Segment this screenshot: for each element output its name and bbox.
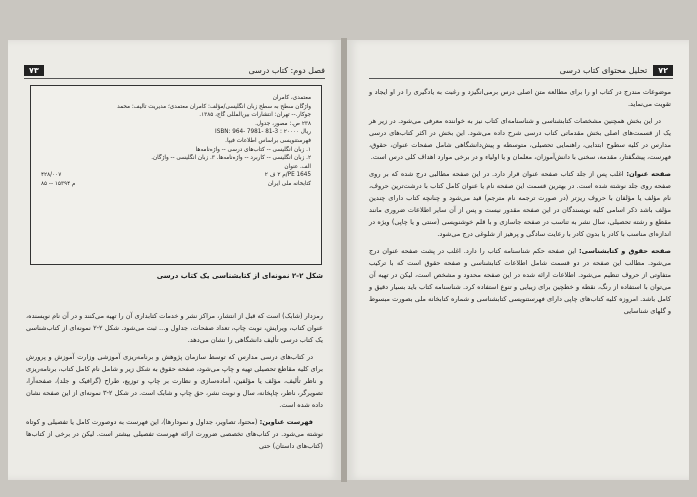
catalog-line: الف. عنوان [284,163,311,170]
paragraph: موضوعات مندرج در کتاب او را برای مطالعه متن اصلی درس برمی‌انگیزد و رغبت به یادگیری را در او ایجاد و تقویت می‌نماید. [369,88,671,108]
paragraph: در کتاب‌های درسی مدارس که توسط سازمان پژوهش و برنامه‌ریزی آموزشی وزارت آموزش و پرورش برای کلیه مقاطع تحصیلی تهیه و چاپ می‌شود، صفحه حقوق به شکل زیر و شامل نام کامل کتاب، برنامه‌ریزی و ناظر تألیف، مؤلف یا مؤلفین، آماده‌سازی و نظارت بر چاپ و توزیع، طراح (گرافیک و جلد)، صفحه‌آرا، تصویرگر، ناظر، چاپخانه، سال و نوبت نشر، حق چاپ و شابک است. در شکل ۲-۳ نمونه‌ای از این صفحه نشان داده شده است. [26,353,323,409]
toc-text: (محتوا، تصاویر، جداول و نمودارها)، این فهرست به دوصورت کامل یا تفصیلی و کوتاه نوشته می‌شود. در کتاب‌های تخصصی ضرورت ارائه فهرست تفصیلی بیشتر است. لیکن در برخی از کتاب‌ها (کتاب‌های داستان) حتی [26,418,323,450]
catalog-line: جوکار.-- تهران: انتشارات بین‌المللی گاج، ۱۳۸۵. [199,112,311,119]
catalog-line: ۲۳۸ ص.: مصور، جدول. [255,120,311,127]
catalog-line: ISBN: 964- 7981- 81-3 : ۲۰۰۰۰ ریال [215,129,311,136]
title-page-text: اغلب پس از جلد کتاب صفحه عنوان قرار دارد. در این صفحه مطالبی درج شده که بر روی صفحه روی جلد نوشته شده است. در بهترین قسمت این صفحه نام یا عنوان کامل کتاب با درشت‌ترین حروف، نام مؤلف یا مؤلفان با حروف ریزتر (در صورت ترجمه نام مترجم) قید می‌شود و چنانچه کتاب دارای چندین مؤلف باشد ذکر اسامی کلیه نویسندگان در این صفحه مقدور نیست و پس از آن سایر اطلاعات ضروری مانند مقطع و رشته تحصیلی، سال نشر به تناسب در صفحه جاسازی و با قلم خوشنویسی (سنتی و یا چاپی) ویژه در اندازه‌ای مناسب با کادر یا بدون کادر با رعایت سادگی و پرهیز از شلوغی درج می‌شود. [369,170,671,238]
title-page-term: صفحه عنوان: [626,170,671,178]
right-page-header [369,62,673,79]
catalog-classification-row [41,171,311,180]
paragraph: رمزدار (شابک) است که قبل از انتشار، مراکز نشر و خدمات کتابداری آن را تهیه می‌کنند و در آن نام نویسنده، عنوان کتاب، ویرایش، نوبت چاپ، تعداد صفحات، جداول و... ثبت می‌شود. شکل ۲-۲ نمونه‌ای از کتاب‌شناسی یک کتاب درسی تألیف دانشگاهی را نشان می‌دهد. [26,312,323,344]
catalog-library: کتابخانه ملی ایران [267,180,311,187]
catalog-card [30,85,322,265]
left-page-header [24,62,325,79]
catalog-line: واژگان سطح به سطح زبان انگلیسی/مؤلف: کامران معتمدی؛ مدیریت تألیف: محمد [117,103,311,110]
page-number: ۷۳ [24,65,44,76]
page-number: ۷۲ [653,65,673,76]
figure-caption: شکل ۲-۲ نمونه‌ای از کتابشناسی یک کتاب درسی [156,272,323,280]
running-title: تحلیل محتوای کتاب درسی [559,65,648,75]
rights-page-text: این صفحه حکم شناسنامه کتاب را دارد. اغلب در پشت صفحه عنوان درج می‌شود. مطالب این صفحه در دو قسمت شامل اطلاعات کتابشناسی و صفحه حقوق است که با ترکیب متفاوتی از حروف تنظیم می‌شود. اطلاعات ارائه شده در این صفحه محدود و مشخص است، لیکن در تهیه آن می‌توان با استفاده از رنگ، نقطه و خطچین برای زیبایی و تنوع استفاده کرد. شناسنامه کتاب باید بسیار دقیق و کامل باشد. امروزه کلیه کتاب‌های چاپی دارای فهرستنویسی کتابشناسی و شماره کتابخانه ملی بصورت مبسوط و گلهای شناسایی [369,247,671,315]
paragraph [369,168,671,240]
catalog-line: ۲. زبان انگلیسی -- کاربرد -- واژه‌نامه‌ها. ۳. زبان انگلیسی -- واژگان. [151,155,311,162]
paragraph: در این بخش همچنین مشخصات کتابشناسی و شناسنامه‌ای کتاب نیز به خواننده معرفی می‌شود. در زیر هر یک از قسمت‌های اصلی بخش مقدماتی کتاب درسی شرح داده می‌شود. این بخش در اکثر کتاب‌های درسی مدارس در کلیه سطوح ابتدایی، راهنمایی تحصیلی، متوسطه و پیش‌دانشگاهی شامل صفحات عنوان، حقوق، فهرست، پیشگفتار، مقدمه، سخنی با دانش‌آموزان، معلمان و یا اولیاء و در برخی موارد اهداف کلی درس است. [369,117,671,161]
paragraph [26,416,323,452]
catalog-line: معتمدی، کامران [272,95,311,101]
catalog-library-row [41,180,311,189]
chapter-title: فصل دوم: کتاب درسی [248,65,325,75]
catalog-record-number: ۸۵ -- م ۱۵۳۹۴ [41,180,76,187]
catalog-lc: ۲ م ۲ ف/PE 1645 [264,172,311,179]
right-page [347,40,689,480]
catalog-line: فهرستنویسی براساس اطلاعات فیپا. [225,137,311,144]
toc-term: فهرست عناوین: [259,418,313,426]
left-body-text [26,310,323,457]
catalog-line: ۱. زبان انگلیسی -- کتاب‌های درسی -- واژه‌نامه‌ها [195,146,311,153]
paragraph [369,245,671,317]
catalog-dewey: ۴۲۸/۰۰۷ [41,172,62,179]
left-page [8,40,341,480]
rights-page-term: صفحه حقوق و کتابشناسی: [579,247,671,255]
right-body-text [369,86,671,322]
